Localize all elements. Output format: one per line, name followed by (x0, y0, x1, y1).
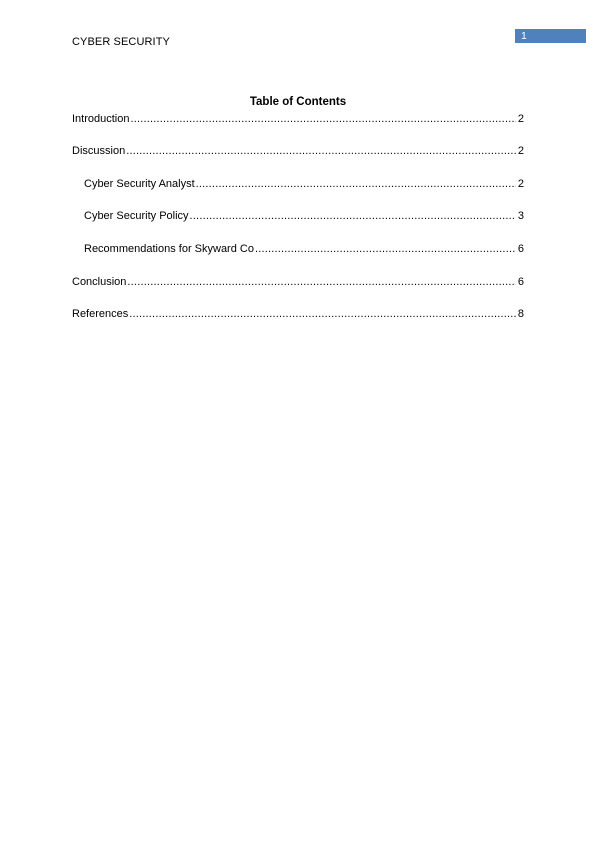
toc-entry-discussion[interactable] (72, 144, 524, 158)
toc-entry-label: Cyber Security Policy (84, 210, 189, 222)
toc-dot-leader (129, 307, 516, 321)
toc-entry-page: 8 (517, 308, 524, 320)
toc-dot-leader (127, 275, 516, 289)
toc-entry-cyber-security-analyst[interactable] (84, 177, 524, 191)
running-head: CYBER SECURITY (72, 36, 170, 48)
toc-entry-label: Discussion (72, 145, 126, 157)
toc-entry-references[interactable] (72, 307, 524, 321)
toc-dot-leader (130, 112, 516, 126)
toc-entry-page: 6 (517, 243, 524, 255)
toc-dot-leader (196, 177, 516, 191)
toc-entry-page: 6 (517, 276, 524, 288)
toc-entry-introduction[interactable] (72, 112, 524, 126)
toc-entry-page: 2 (517, 178, 524, 190)
toc-title: Table of Contents (249, 96, 347, 108)
toc-entry-label: Cyber Security Analyst (84, 178, 195, 190)
toc-entry-page: 3 (517, 210, 524, 222)
toc-entry-page: 2 (517, 145, 524, 157)
page-number-badge: 1 (515, 29, 586, 43)
toc-entry-recommendations[interactable] (84, 242, 524, 256)
toc-entry-cyber-security-policy[interactable] (84, 209, 524, 223)
toc-entry-label: Conclusion (72, 276, 127, 288)
toc-entry-label: References (72, 308, 129, 320)
toc-dot-leader (126, 144, 516, 158)
toc-dot-leader (255, 242, 516, 256)
toc-entry-page: 2 (517, 113, 524, 125)
toc-entry-label: Recommendations for Skyward Co (84, 243, 254, 255)
toc-entry-conclusion[interactable] (72, 275, 524, 289)
toc-dot-leader (190, 209, 516, 223)
toc-entry-label: Introduction (72, 113, 130, 125)
